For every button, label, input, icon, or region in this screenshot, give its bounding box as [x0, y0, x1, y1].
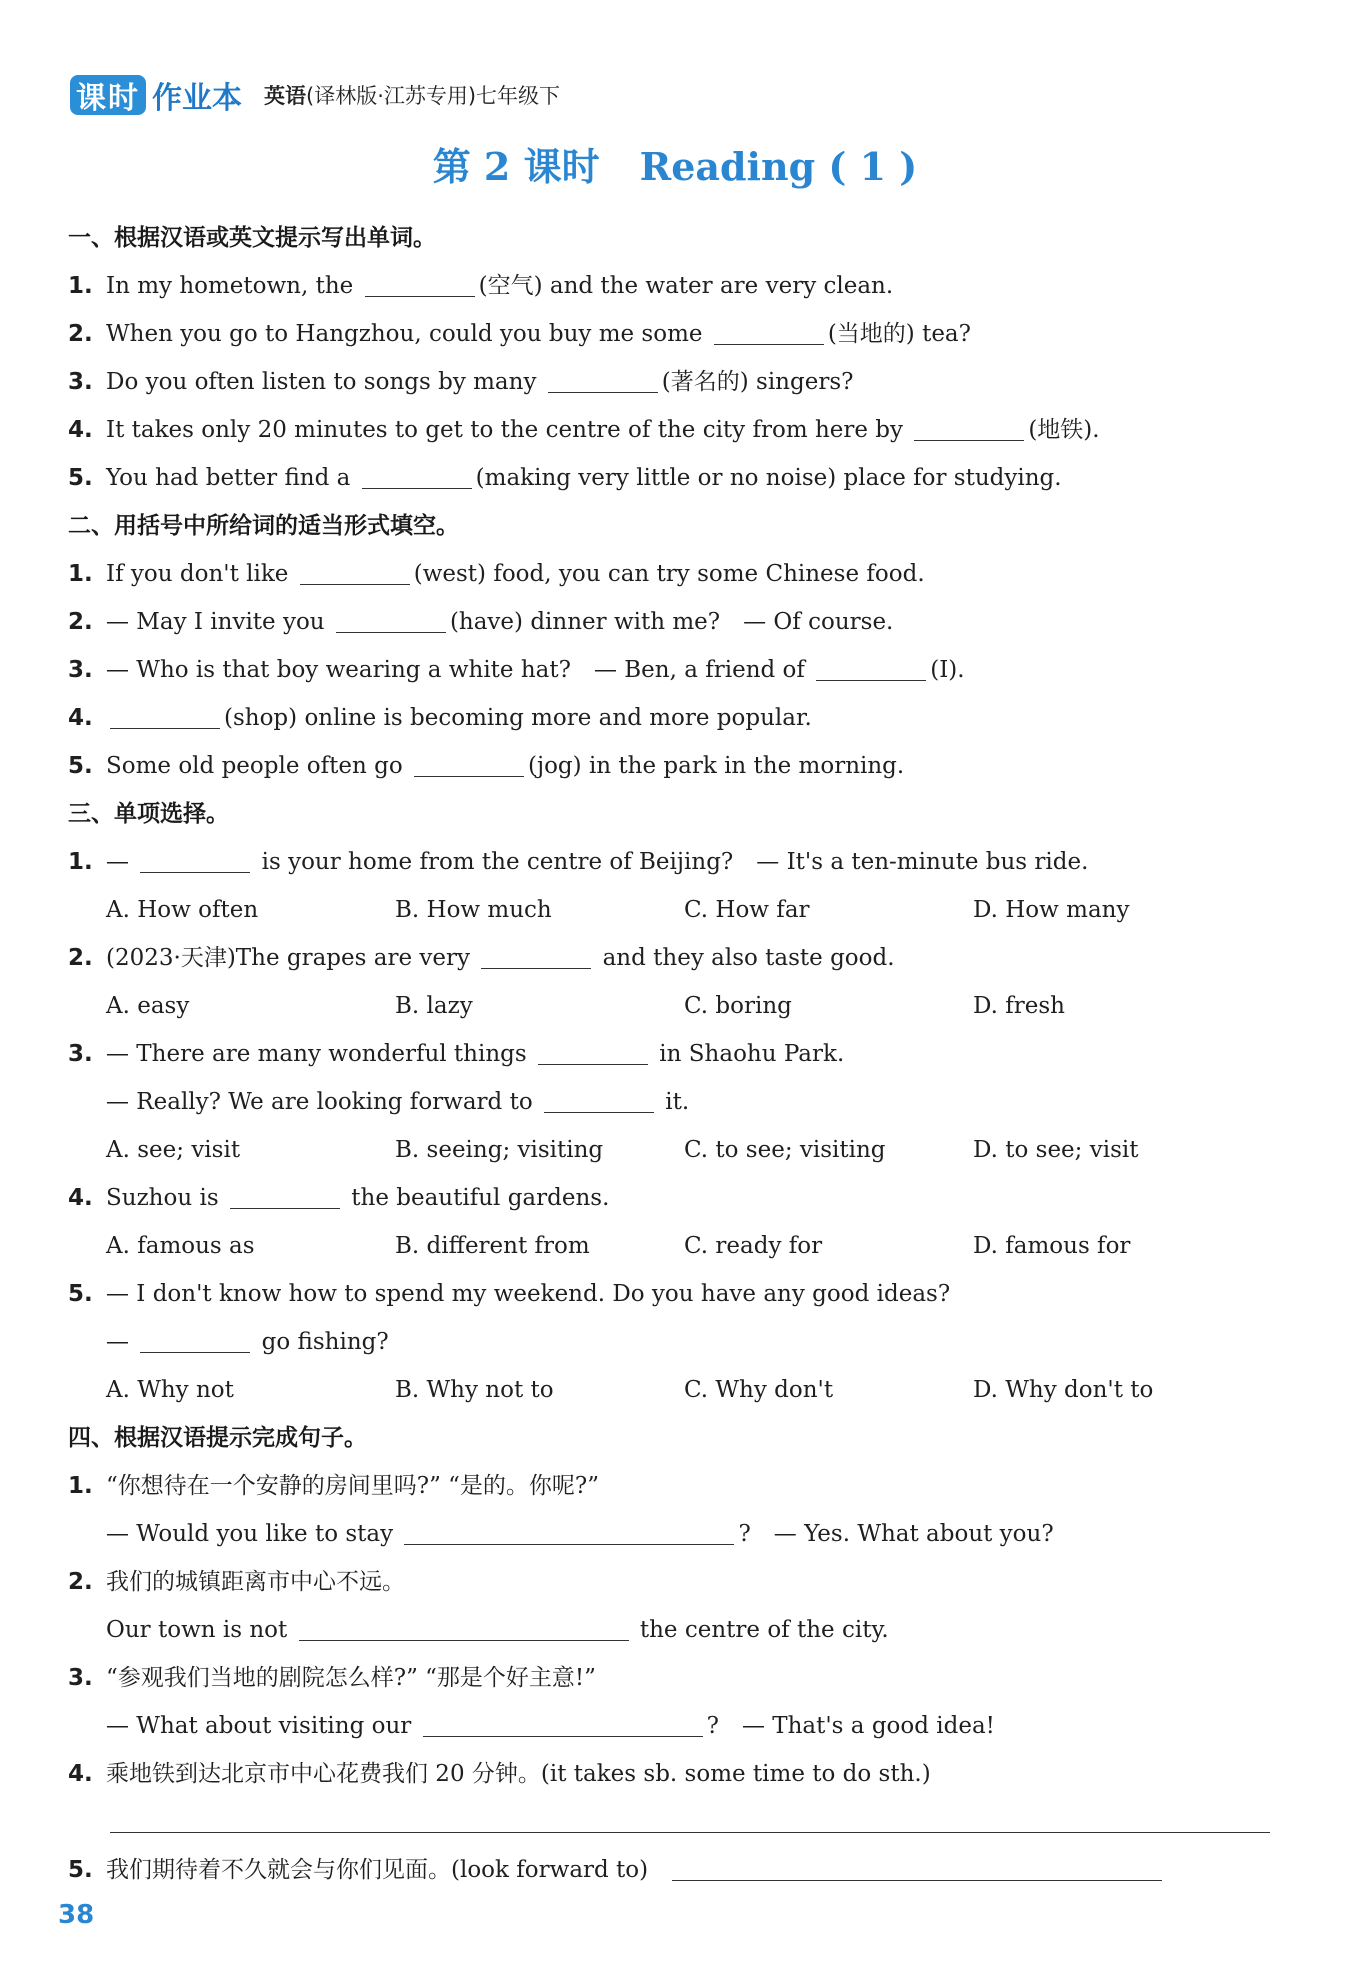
- answer-blank[interactable]: [230, 1180, 340, 1209]
- item-text: —: [106, 1329, 137, 1355]
- answer-blank[interactable]: [672, 1852, 1162, 1881]
- s2-item-4: [68, 694, 1268, 742]
- section1-heading: 一、根据汉语或英文提示写出单词。: [68, 225, 436, 251]
- option-a[interactable]: A. Why not: [106, 1377, 234, 1403]
- answer-blank[interactable]: [362, 460, 472, 489]
- item-text: — Who is that boy wearing a white hat? — Ben, a friend of: [106, 657, 813, 683]
- item-text: — Would you like to stay: [106, 1521, 401, 1547]
- item-text: (I).: [930, 657, 965, 683]
- answer-blank[interactable]: [299, 1612, 629, 1641]
- item-text: Suzhou is: [106, 1185, 226, 1211]
- option-b[interactable]: B. lazy: [395, 993, 473, 1019]
- item-number: 1.: [68, 1473, 93, 1499]
- item-number: 4.: [68, 417, 93, 443]
- item-text: Our town is not: [106, 1617, 295, 1643]
- chinese-prompt: 我们的城镇距离市中心不远。: [106, 1569, 405, 1595]
- s4-q2-prompt: [68, 1558, 1268, 1606]
- item-number: 4.: [68, 705, 93, 731]
- item-text: is your home from the centre of Beijing? — It's a ten-minute bus ride.: [254, 849, 1089, 875]
- zuoye-logo: 作业本: [152, 81, 242, 116]
- item-text: (2023·天津)The grapes are very: [106, 945, 478, 971]
- item-text: (have) dinner with me? — Of course.: [449, 609, 894, 635]
- answer-blank[interactable]: [914, 412, 1024, 441]
- answer-blank[interactable]: [714, 316, 824, 345]
- option-c[interactable]: C. How far: [684, 897, 810, 923]
- answer-blank[interactable]: [414, 748, 524, 777]
- answer-blank[interactable]: [481, 940, 591, 969]
- item-number: 3.: [68, 1665, 93, 1691]
- option-a[interactable]: A. How often: [106, 897, 259, 923]
- s4-q3-prompt: [68, 1654, 1268, 1702]
- item-text: —: [106, 849, 137, 875]
- item-number: 3.: [68, 369, 93, 395]
- option-d[interactable]: D. fresh: [973, 993, 1065, 1019]
- item-text: — May I invite you: [106, 609, 332, 635]
- s3-q5: [68, 1270, 1268, 1318]
- s3-q3-line2: [68, 1078, 1268, 1126]
- item-text: (空气) and the water are very clean.: [478, 273, 894, 299]
- item-text: ? — That's a good idea!: [706, 1713, 995, 1739]
- item-text: In my hometown, the: [106, 273, 361, 299]
- item-text: the centre of the city.: [632, 1617, 889, 1643]
- item-text: — Really? We are looking forward to: [106, 1089, 540, 1115]
- section3-heading: 三、单项选择。: [68, 801, 229, 827]
- chinese-prompt: 乘地铁到达北京市中心花费我们 20 分钟。(it takes sb. some time to do sth.): [106, 1761, 931, 1787]
- s3-q4: [68, 1174, 1268, 1222]
- option-d[interactable]: D. How many: [973, 897, 1130, 923]
- s4-q1-prompt: [68, 1462, 1268, 1510]
- item-text: (making very little or no noise) place for studying.: [475, 465, 1062, 491]
- item-text: (地铁).: [1028, 417, 1100, 443]
- option-c[interactable]: C. ready for: [684, 1233, 823, 1259]
- s3-q2: [68, 934, 1268, 982]
- item-text: When you go to Hangzhou, could you buy me some: [106, 321, 710, 347]
- s4-q3-answer: [68, 1702, 1268, 1750]
- chinese-prompt: 我们期待着不久就会与你们见面。(look forward to): [106, 1857, 649, 1883]
- option-b[interactable]: B. Why not to: [395, 1377, 554, 1403]
- item-text: the beautiful gardens.: [343, 1185, 610, 1211]
- s3-q4-options: [68, 1222, 1268, 1270]
- option-d[interactable]: D. Why don't to: [973, 1377, 1154, 1403]
- item-text: (west) food, you can try some Chinese food.: [413, 561, 925, 587]
- page-number: 38: [58, 1900, 95, 1930]
- answer-blank[interactable]: [140, 844, 250, 873]
- s3-q1-options: [68, 886, 1268, 934]
- item-text: ? — Yes. What about you?: [738, 1521, 1054, 1547]
- s4-q1-answer: [68, 1510, 1268, 1558]
- option-b[interactable]: B. How much: [395, 897, 552, 923]
- chinese-prompt: “参观我们当地的剧院怎么样?” “那是个好主意!”: [106, 1665, 596, 1691]
- lesson-title: [0, 136, 1350, 191]
- item-number: 1.: [68, 561, 93, 587]
- item-number: 4.: [68, 1185, 93, 1211]
- section4-heading: 四、根据汉语提示完成句子。: [68, 1425, 367, 1451]
- item-number: 2.: [68, 945, 93, 971]
- s2-item-3: [68, 646, 1268, 694]
- option-a[interactable]: A. see; visit: [106, 1137, 241, 1163]
- item-number: 1.: [68, 849, 93, 875]
- item-text: — There are many wonderful things: [106, 1041, 534, 1067]
- item-text: (当地的) tea?: [827, 321, 971, 347]
- option-c[interactable]: C. boring: [684, 993, 792, 1019]
- s4-q4-prompt: [68, 1750, 1268, 1798]
- item-text: go fishing?: [254, 1329, 389, 1355]
- option-c[interactable]: C. Why don't: [684, 1377, 834, 1403]
- s2-item-2: [68, 598, 1268, 646]
- item-number: 5.: [68, 1857, 93, 1883]
- answer-blank[interactable]: [404, 1516, 734, 1545]
- s3-q3: [68, 1030, 1268, 1078]
- book-info: [264, 80, 560, 110]
- s4-q4-answer: [68, 1798, 1268, 1846]
- item-number: 5.: [68, 753, 93, 779]
- option-d[interactable]: D. to see; visit: [973, 1137, 1139, 1163]
- section2-heading: 二、用括号中所给词的适当形式填空。: [68, 513, 459, 539]
- subject: 英语: [264, 84, 306, 108]
- option-a[interactable]: A. easy: [106, 993, 190, 1019]
- option-d[interactable]: D. famous for: [973, 1233, 1131, 1259]
- answer-blank[interactable]: [140, 1324, 250, 1353]
- answer-blank[interactable]: [110, 1804, 1270, 1833]
- item-number: 2.: [68, 1569, 93, 1595]
- option-c[interactable]: C. to see; visiting: [684, 1137, 886, 1163]
- item-text: (jog) in the park in the morning.: [527, 753, 905, 779]
- s3-q5-line2: [68, 1318, 1268, 1366]
- item-text: in Shaohu Park.: [652, 1041, 845, 1067]
- item-number: 3.: [68, 657, 93, 683]
- option-b[interactable]: B. different from: [395, 1233, 590, 1259]
- answer-blank[interactable]: [300, 556, 410, 585]
- answer-blank[interactable]: [538, 1036, 648, 1065]
- s3-q2-options: [68, 982, 1268, 1030]
- s1-item-3: [68, 358, 1268, 406]
- chinese-prompt: “你想待在一个安静的房间里吗?” “是的。你呢?”: [106, 1473, 600, 1499]
- item-text: If you don't like: [106, 561, 296, 587]
- s3-q1: [68, 838, 1268, 886]
- item-number: 2.: [68, 321, 93, 347]
- lesson-title-en: Reading ( 1 ): [639, 144, 918, 189]
- item-text: (shop) online is becoming more and more popular.: [224, 705, 812, 731]
- page-header: [70, 72, 560, 118]
- item-text: Some old people often go: [106, 753, 410, 779]
- edition: (译林版·江苏专用)七年级下: [306, 84, 561, 108]
- lesson-title-cn: 第 2 课时: [432, 144, 600, 189]
- answer-blank[interactable]: [544, 1084, 654, 1113]
- option-b[interactable]: B. seeing; visiting: [395, 1137, 604, 1163]
- s1-item-2: [68, 310, 1268, 358]
- answer-blank[interactable]: [336, 604, 446, 633]
- item-text: (著名的) singers?: [661, 369, 854, 395]
- item-text: and they also taste good.: [595, 945, 895, 971]
- answer-blank[interactable]: [548, 364, 658, 393]
- item-text: You had better find a: [106, 465, 358, 491]
- item-number: 1.: [68, 273, 93, 299]
- item-text: Do you often listen to songs by many: [106, 369, 544, 395]
- option-a[interactable]: A. famous as: [106, 1233, 255, 1259]
- item-text: it.: [658, 1089, 690, 1115]
- s3-q3-options: [68, 1126, 1268, 1174]
- item-number: 5.: [68, 465, 93, 491]
- s2-item-5: [68, 742, 1268, 790]
- s1-item-4: [68, 406, 1268, 454]
- s1-item-5: [68, 454, 1268, 502]
- s1-item-1: [68, 262, 1268, 310]
- s4-q2-answer: [68, 1606, 1268, 1654]
- item-text: It takes only 20 minutes to get to the centre of the city from here by: [106, 417, 911, 443]
- item-number: 4.: [68, 1761, 93, 1787]
- item-text: — I don't know how to spend my weekend. Do you have any good ideas?: [106, 1281, 951, 1307]
- keshi-logo: 课时: [70, 75, 146, 115]
- answer-blank[interactable]: [816, 652, 926, 681]
- answer-blank[interactable]: [110, 700, 220, 729]
- item-text: — What about visiting our: [106, 1713, 419, 1739]
- s2-item-1: [68, 550, 1268, 598]
- s4-q5-prompt: [68, 1846, 1268, 1894]
- item-number: 5.: [68, 1281, 93, 1307]
- answer-blank[interactable]: [423, 1708, 703, 1737]
- s3-q5-options: [68, 1366, 1268, 1414]
- exercise-content: [68, 214, 1268, 1894]
- item-number: 2.: [68, 609, 93, 635]
- answer-blank[interactable]: [365, 268, 475, 297]
- item-number: 3.: [68, 1041, 93, 1067]
